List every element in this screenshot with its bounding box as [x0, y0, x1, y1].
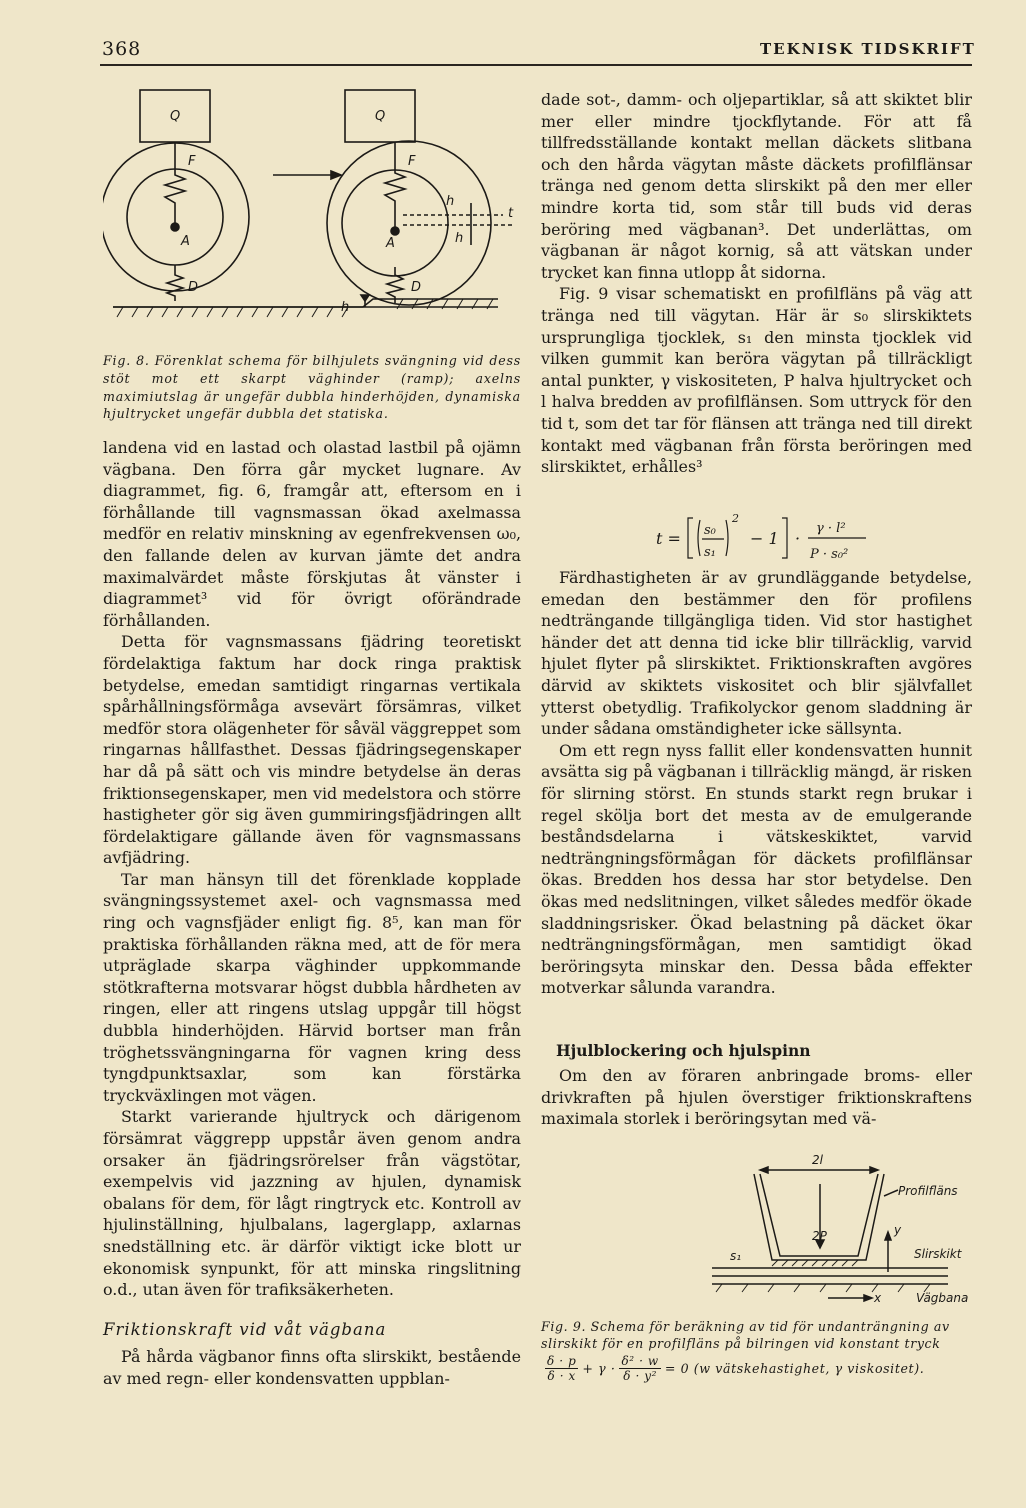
wheel-outer-left [103, 143, 249, 291]
left-column-text [103, 437, 521, 1301]
paragraph: landena vid en lastad och olastad lastbil på ojämn vägbana. Den förra går mycket lugnare. Av diagrammet, fig. 6, framgår att, eftersom en i förhållande till vagnsmassan ökad axelmassa medför en relativ minskning av egenfrekvensen ω₀, den fallande delen av kurvan jämte det andra maximalvärdet måste förskjutas åt vänster i diagrammet³ vid för övrigt oförändrade förhållanden. [103, 438, 521, 630]
journal-title: TEKNISK TIDSKRIFT [760, 40, 976, 58]
label-t: t [508, 206, 514, 221]
label-x: x [874, 1291, 882, 1305]
page-number: 368 [102, 38, 142, 60]
label-slirskikt: Slirskikt [914, 1247, 962, 1261]
paragraph: Fig. 9 visar schematiskt en profilfläns på väg att tränga ned till vägytan. Här är s₀ slirskiktets ursprungliga tjocklek, s₁ den minsta tjocklek vid vilken gummit kan beröra vägytan på tillräckligt antal punkter, γ viskositeten, P halva hjultrycket och l halva bredden av profilflänsen. Som uttryck för den tid t, som det tar för flänsen att tränga ned till direkt kontakt med vägbanan från första beröringen med slirskiktet, erhålles³ [541, 284, 972, 477]
label-A-right: A [386, 236, 395, 251]
right-column-mid-text [541, 567, 972, 999]
section-hjul-text [541, 1065, 972, 1130]
label-2P: 2P [812, 1229, 827, 1243]
section-heading-hjulblockering: Hjulblockering och hjulspinn [556, 1041, 811, 1060]
fraction: $\frac{\text{δ² · w}}{\text{δ · y²}}$ [621, 1354, 659, 1383]
label-Q-right: Q [375, 109, 386, 124]
label-Q-left: Q [170, 109, 181, 124]
label-2l: 2l [812, 1153, 823, 1167]
spring-F-right [385, 142, 405, 227]
spring-F-left [165, 142, 185, 223]
paragraph: Tar man hänsyn till det förenklade kopplade svängningssystemet axel- och vagnsmassa med ring och vagnsfjäder enligt fig. 8⁵, kan man för praktiska förhållanden räkna med, att de för mera utpräglade skarpa väghinder uppkommande stötkrafterna motsvarar högst dubbla hårdheten av ringen, eller att ringens utslag uppgår till högst dubbla hinderhöjden. Härvid bortser man från tröghetssvängningarna för vagnen kring dess tyngdpunktsaxlar, som kan förstärka tryckväxlingen mot vägen. [103, 869, 521, 1105]
label-profilflans: Profilfläns [898, 1184, 958, 1198]
label-s1: s₁ [730, 1249, 742, 1263]
figure-9-caption-text: Fig. 9. Schema för beräkning av tid för undanträngning av slirskikt för en profilfläns på bilringen vid konstant tryck [541, 1319, 950, 1351]
formula-time [620, 506, 920, 568]
svg-text:2: 2 [732, 512, 739, 525]
section-heading-friktion: Friktionskraft vid våt vägbana [103, 1320, 387, 1339]
svg-text:s₁: s₁ [704, 545, 716, 560]
label-F-right: F [408, 154, 416, 169]
label-D-right: D [411, 280, 422, 295]
svg-text:t =: t = [656, 529, 681, 548]
figure-9-caption [541, 1318, 972, 1383]
paragraph: Om den av föraren anbringade broms- eller drivkraften på hjulen överstiger friktionskraftens maximala storlek i beröringsytan med vä- [541, 1066, 972, 1129]
figure-8-diagram [103, 85, 521, 347]
svg-text:γ · l²: γ · l² [816, 521, 846, 536]
svg-text:s₀: s₀ [704, 523, 716, 538]
figure-8-caption: Fig. 8. Förenklat schema för bilhjulets svängning vid dess stöt mot ett skarpt väghinder (ramp); axelns maximiutslag är ungefär dubbla hinderhöjden, dynamiska hjultrycket ungefär dubbla det statiska. [103, 353, 521, 422]
fraction: $\frac{\delta \cdot p}{\delta \cdot x}$ [547, 1354, 577, 1383]
label-h-top: h [446, 194, 455, 209]
label-vagbana: Vägbana [916, 1291, 969, 1305]
header-rule [100, 64, 972, 66]
label-D-left: D [188, 280, 199, 295]
paragraph: dade sot-, damm- och oljepartiklar, så att skiktet blir mer eller mindre tjockflytande. För att få tillfredsställande kontakt mellan däckets slitbana och den hårda vägytan måste däckets profilflänsar tränga ned genom detta slirskikt på den mer eller mindre korta tid, som står till buds vid deras beröring med vägbanan³. Det underlättas, om vägbanan är något kornig, så att vätskan under trycket kan finna utlopp åt sidorna. [541, 90, 972, 282]
svg-text:− 1: − 1 [750, 529, 779, 548]
paragraph: Starkt varierande hjultryck och därigenom försämrat väggrepp uppstår även genom andra orsaker än fjädringsrörelser från vägstötar, exempelvis vid jazzning av hjulen, dynamisk obalans för dem, för lågt ringtryck etc. Kontroll av hjulinställning, hjulbalans, lagerglapp, axlarnas snedställning etc. är därför viktigt icke blott ur ekonomisk synpunkt, för att minska ringslitning o.d., utan även för trafiksäkerheten. [103, 1107, 521, 1300]
axle-left [171, 223, 179, 231]
paragraph: Färdhastigheten är av grundläggande betydelse, emedan den bestämmer den för profilens nedträngande tillgängliga tiden. Vid stor hastighet händer det att denna tid icke blir tillräcklig, varvid hjulet flyter på slirskiktet. Friktionskraften avgöres därvid av skiktets viskositet och blir självfallet ytterst obetydlig. Trafikolyckor genom sladdning är under sådana omständigheter icke sällsynta. [541, 568, 972, 739]
label-h-bottom: h [341, 300, 350, 315]
section-friktion-text [103, 1346, 521, 1389]
label-h-mid: h [455, 231, 464, 246]
axle-right [391, 227, 399, 235]
right-column-top-text [541, 89, 972, 478]
svg-text:·: · [795, 529, 801, 548]
svg-text:P · s₀²: P · s₀² [810, 547, 849, 562]
paragraph: Detta för vagnsmassans fjädring teoretiskt fördelaktiga faktum har dock ringa praktisk betydelse, emedan samtidigt ringarnas vertikala spårhållningsförmåga avsevärt försämras, vilket medför stora olägenheter för såväl väggreppet som ringarnas hållfasthet. Dessas fjädringsegenskaper har då på sätt och vis mindre betydelse än deras friktionsegenskaper, men vid medelstora och större hastigheter gör sig även gummiringsfjädringen allt fördelaktigare gällande även för vagnsmassans avfjädring. [103, 632, 521, 868]
label-F-left: F [188, 154, 196, 169]
figure-9-equation: $\frac{\delta \cdot p}{\delta \cdot x}$ + γ · $\frac{\text{δ² · w}}{\text{δ · y²}}$ = 0 (w vätskehastighet, γ viskositet). [547, 1354, 925, 1383]
paragraph: Om ett regn nyss fallit eller kondensvatten hunnit avsätta sig på vägbanan i tillräcklig mängd, är risken för slirning störst. En stunds starkt regn brukar i regel skölja bort det mesta av de emulgerande beståndsdelarna i vätskeskiktet, varvid nedträngningsförmågan för däckets profilflänsar ökas. Bredden hos dessa har stor betydelse. Den ökas med nedslitningen, vilket således medför ökade sladdningsrisker. Ökad belastning på däcket ökar nedträngningsförmågan, men samtidigt ökad beröringsyta minskar den. Dessa båda effekter motverkar sålunda varandra. [541, 740, 972, 998]
figure-9-diagram [708, 1148, 972, 1308]
paragraph: På hårda vägbanor finns ofta slirskikt, bestående av med regn- eller kondensvatten uppblan- [103, 1347, 521, 1388]
label-A-left: A [181, 234, 190, 249]
label-y: y [894, 1223, 902, 1237]
